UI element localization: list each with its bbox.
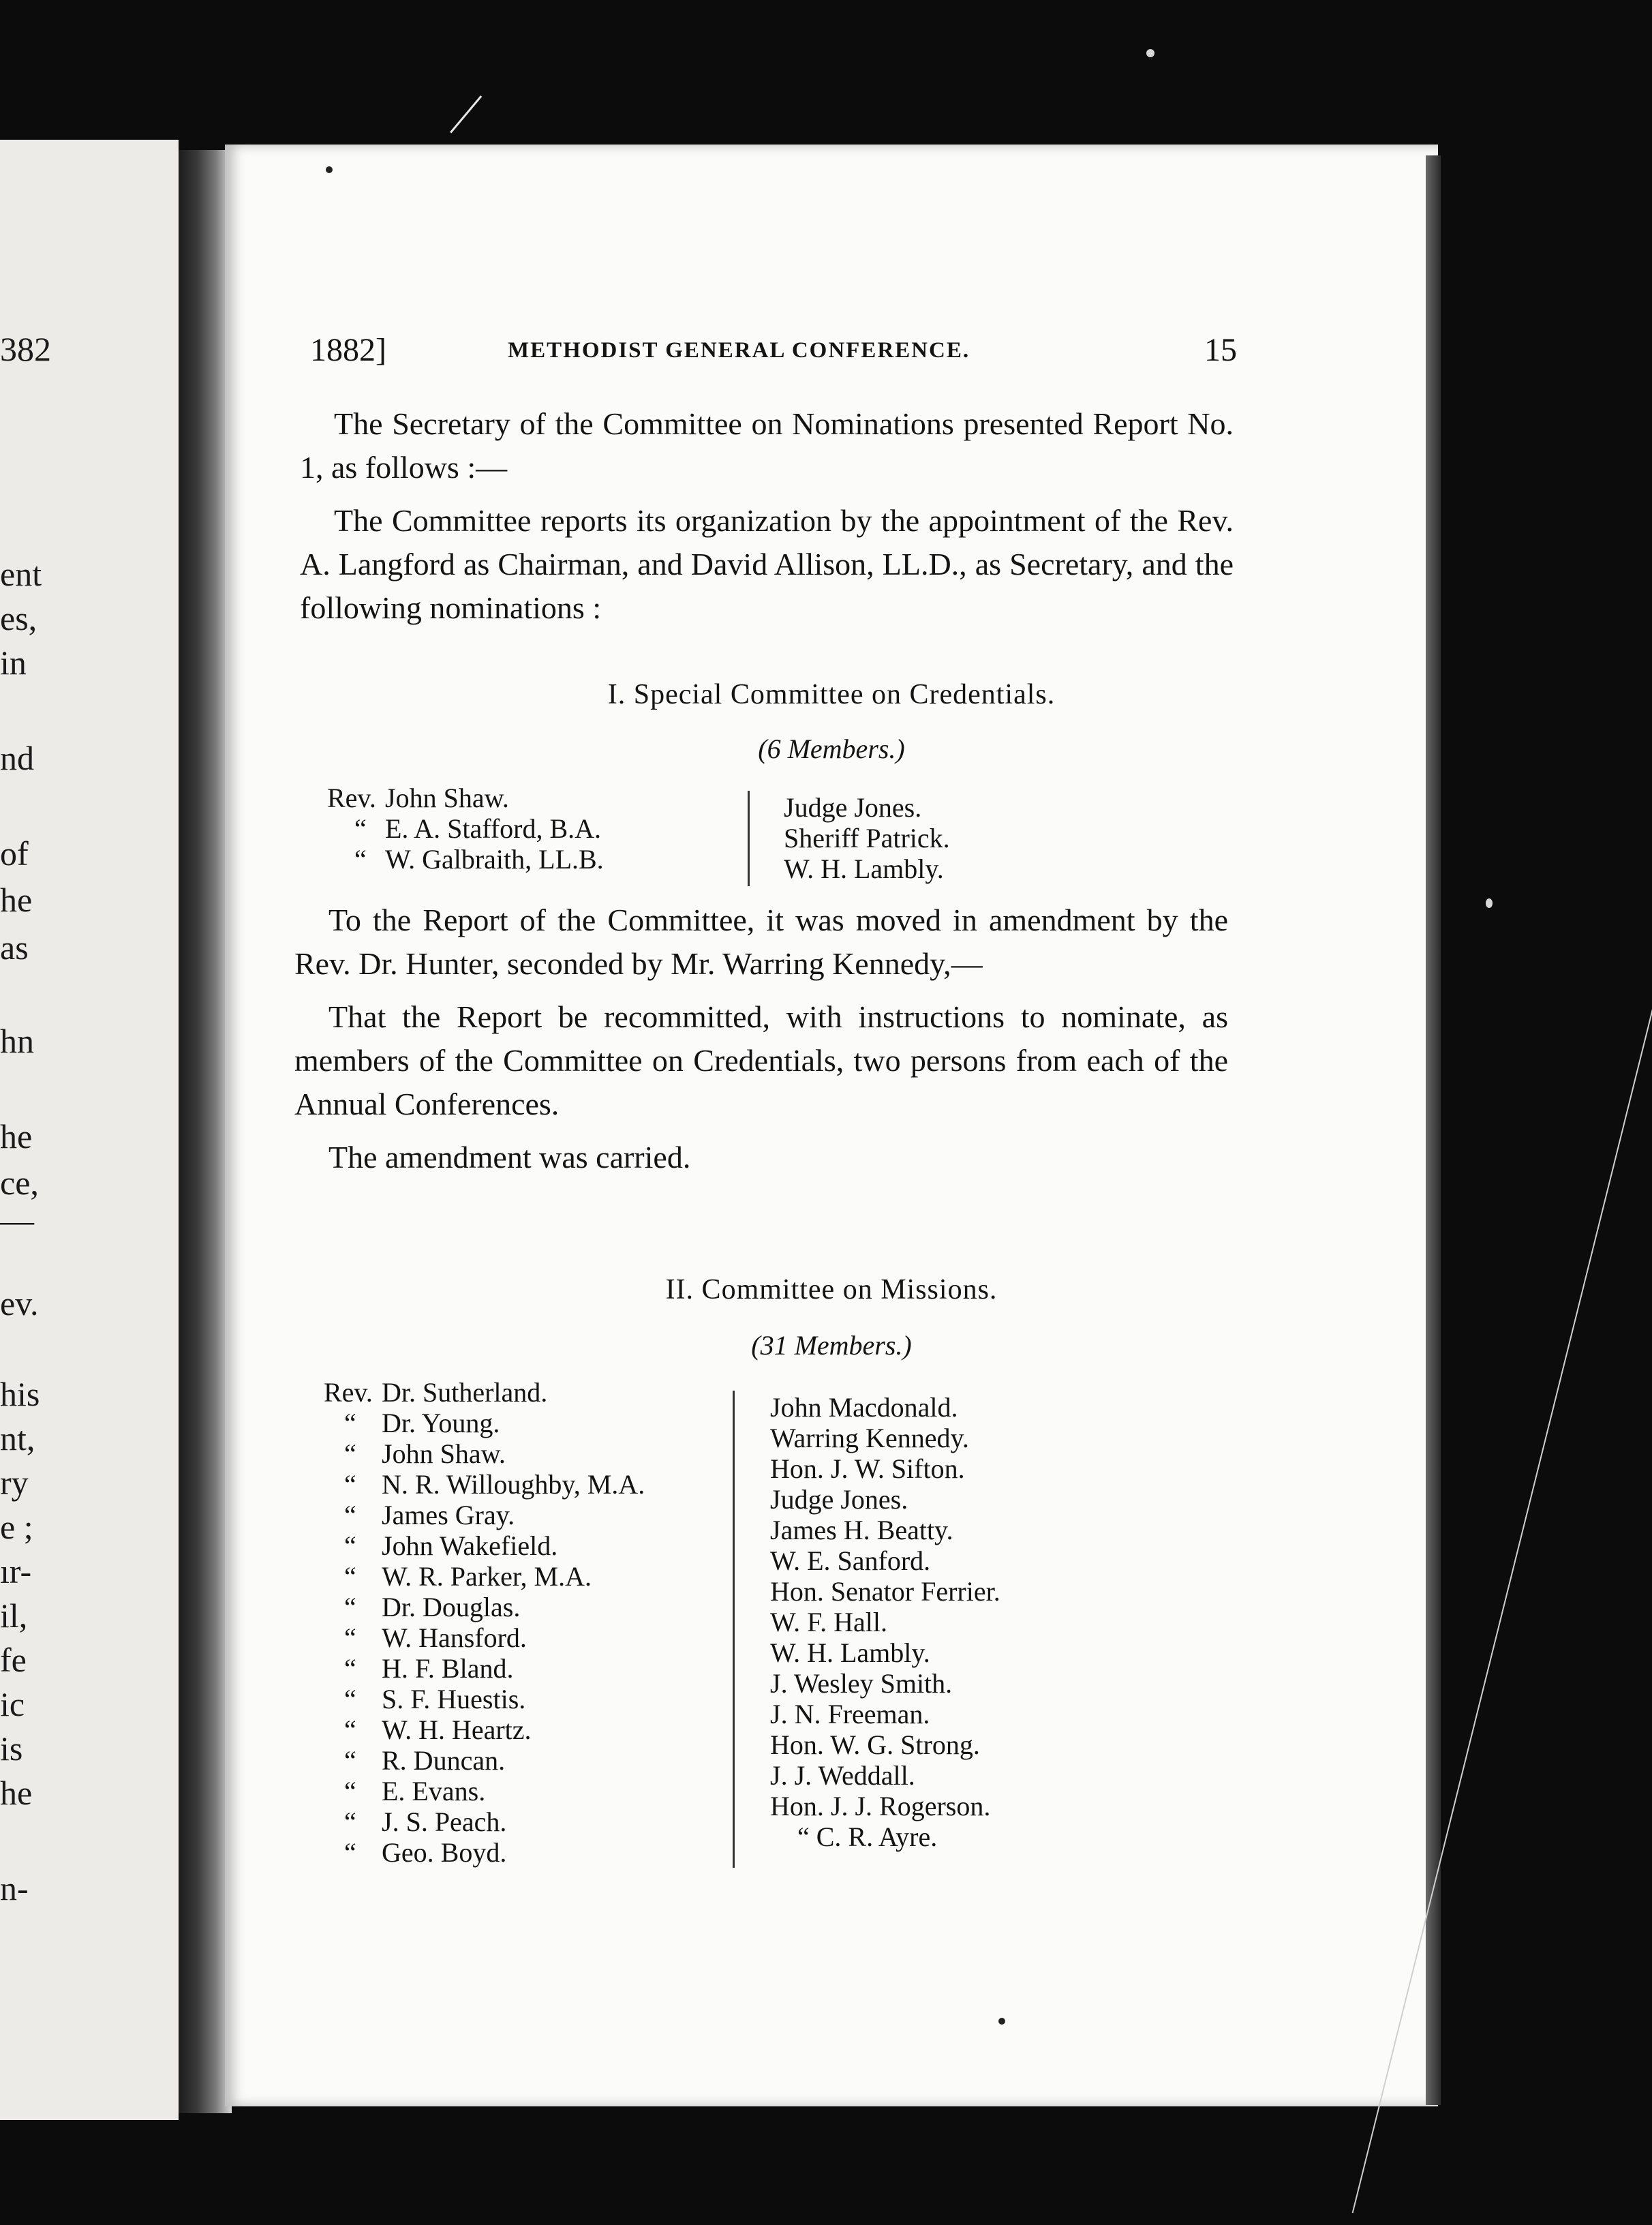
member-name: J. Wesley Smith. bbox=[770, 1668, 953, 1699]
member-name: Judge Jones. bbox=[784, 792, 922, 823]
member-name: J. J. Weddall. bbox=[770, 1760, 915, 1791]
member-count: (6 Members.) bbox=[758, 733, 905, 764]
member-name: E. A. Stafford, B.A. bbox=[385, 813, 602, 844]
paragraph: That the Report be recommitted, with instructions to nominate, as members of the Committee on Credentials, two persons from each of the Annual Conferences. bbox=[294, 999, 1228, 1121]
list-item bbox=[324, 1592, 645, 1622]
list-item bbox=[324, 1653, 645, 1684]
header-year: 1882] bbox=[310, 332, 386, 368]
member-name: H. F. Bland. bbox=[382, 1653, 514, 1684]
opening-text bbox=[300, 402, 1234, 639]
ditto-mark: “ bbox=[344, 1776, 356, 1806]
left-page-fragment: nd bbox=[0, 739, 34, 777]
member-name: Geo. Boyd. bbox=[382, 1837, 507, 1868]
member-name: Sheriff Patrick. bbox=[784, 823, 950, 853]
member-name: W. R. Parker, M.A. bbox=[382, 1561, 592, 1592]
ditto-mark: “ bbox=[344, 1806, 356, 1837]
member-name: Dr. Young. bbox=[382, 1408, 500, 1438]
column-divider bbox=[748, 791, 750, 886]
left-page-fragment: ry bbox=[0, 1464, 29, 1502]
left-page-fragment: il, bbox=[0, 1596, 28, 1635]
left-page-fragment: is bbox=[0, 1729, 23, 1768]
paragraph: The amendment was carried. bbox=[328, 1140, 691, 1175]
film-scratch bbox=[450, 95, 482, 134]
section-title: II. Committee on Missions. bbox=[665, 1274, 998, 1305]
list-item bbox=[324, 1714, 645, 1745]
member-name: “ C. R. Ayre. bbox=[797, 1821, 938, 1852]
ditto-mark: “ bbox=[344, 1530, 356, 1561]
ditto-mark: “ bbox=[344, 1561, 356, 1592]
left-page-fragment: he bbox=[0, 881, 33, 919]
ditto-mark: “ bbox=[344, 1592, 356, 1622]
page-edge bbox=[1426, 155, 1441, 2105]
book-gutter-shadow bbox=[179, 150, 232, 2113]
left-facing-page bbox=[0, 140, 179, 2120]
ditto-mark: “ bbox=[344, 1408, 356, 1438]
amendment-text bbox=[294, 898, 1228, 1189]
list-item bbox=[324, 1408, 645, 1438]
list-item bbox=[327, 783, 604, 813]
member-name: Hon. J. W. Sifton. bbox=[770, 1453, 965, 1484]
ditto-mark: “ bbox=[344, 1684, 356, 1714]
left-page-fragment: ic bbox=[0, 1685, 25, 1723]
member-name: W. H. Heartz. bbox=[382, 1714, 532, 1745]
list-item bbox=[324, 1684, 645, 1714]
member-name: Dr. Douglas. bbox=[382, 1592, 521, 1622]
list-item bbox=[324, 1500, 645, 1530]
running-header bbox=[310, 331, 1237, 372]
member-name: E. Evans. bbox=[382, 1776, 486, 1806]
member-count: (31 Members.) bbox=[751, 1330, 912, 1361]
member-name: W. H. Lambly. bbox=[770, 1637, 930, 1668]
title-prefix: Rev. bbox=[327, 783, 376, 813]
ditto-mark: “ bbox=[344, 1469, 356, 1500]
list-item bbox=[327, 813, 604, 844]
ink-speck bbox=[326, 166, 333, 173]
missions-right-column bbox=[770, 1392, 1000, 1852]
ditto-mark: “ bbox=[354, 813, 367, 844]
left-page-fragment: ce, bbox=[0, 1164, 39, 1202]
left-page-fragment: ır- bbox=[0, 1552, 32, 1590]
member-name: W. H. Lambly. bbox=[784, 853, 944, 884]
header-title: METHODIST GENERAL CONFERENCE. bbox=[508, 338, 970, 363]
member-name: John Shaw. bbox=[382, 1438, 506, 1469]
member-name: J. S. Peach. bbox=[382, 1806, 507, 1837]
left-page-fragment: es, bbox=[0, 599, 37, 637]
member-name: James H. Beatty. bbox=[770, 1515, 953, 1545]
member-name: W. Galbraith, LL.B. bbox=[385, 844, 604, 875]
column-divider bbox=[733, 1391, 735, 1868]
left-page-fragment: hn bbox=[0, 1022, 34, 1060]
member-name: John Wakefield. bbox=[382, 1530, 558, 1561]
credentials-left-column bbox=[327, 783, 604, 875]
list-item bbox=[324, 1837, 645, 1868]
left-page-fragment: as bbox=[0, 928, 29, 967]
ditto-mark: “ bbox=[344, 1745, 356, 1776]
paragraph: The Committee reports its organization by the appointment of the Rev. A. Langford as Chairman, and David Allison, LL.D., as Secretary, and the following nominations : bbox=[300, 503, 1234, 625]
member-name: Hon. J. J. Rogerson. bbox=[770, 1791, 991, 1821]
member-name: James Gray. bbox=[382, 1500, 515, 1530]
left-page-fragment: nt, bbox=[0, 1419, 35, 1457]
dust-speck bbox=[1486, 898, 1493, 908]
member-name: John Macdonald. bbox=[770, 1392, 958, 1423]
member-name: Warring Kennedy. bbox=[770, 1423, 969, 1453]
list-item bbox=[324, 1530, 645, 1561]
ditto-mark: “ bbox=[344, 1438, 356, 1469]
left-page-fragment: he bbox=[0, 1117, 33, 1155]
left-page-fragment: ent bbox=[0, 555, 42, 593]
member-name: John Shaw. bbox=[385, 783, 509, 813]
member-name: N. R. Willoughby, M.A. bbox=[382, 1469, 645, 1500]
left-page-fragment: his bbox=[0, 1375, 40, 1413]
ditto-mark: “ bbox=[354, 844, 367, 875]
member-name: W. F. Hall. bbox=[770, 1607, 887, 1637]
left-page-fragment: in bbox=[0, 644, 27, 682]
paragraph: To the Report of the Committee, it was moved in amendment by the Rev. Dr. Hunter, seconded by Mr. Warring Kennedy,— bbox=[294, 903, 1228, 981]
list-item bbox=[327, 844, 604, 875]
left-page-fragment: he bbox=[0, 1774, 33, 1812]
member-name: J. N. Freeman. bbox=[770, 1699, 930, 1729]
member-name: Hon. W. G. Strong. bbox=[770, 1729, 980, 1760]
list-item bbox=[324, 1806, 645, 1837]
list-item bbox=[324, 1469, 645, 1500]
missions-left-column bbox=[324, 1377, 645, 1868]
section-title: I. Special Committee on Credentials. bbox=[607, 679, 1056, 710]
left-page-fragment: — bbox=[0, 1201, 34, 1239]
ink-speck bbox=[998, 2018, 1005, 2025]
dust-speck bbox=[1146, 49, 1154, 57]
ditto-mark: “ bbox=[344, 1622, 356, 1653]
member-name: R. Duncan. bbox=[382, 1745, 506, 1776]
list-item bbox=[324, 1745, 645, 1776]
member-name: Hon. Senator Ferrier. bbox=[770, 1576, 1000, 1607]
member-name: Dr. Sutherland. bbox=[382, 1377, 548, 1408]
list-item bbox=[324, 1377, 645, 1408]
member-name: Judge Jones. bbox=[770, 1484, 908, 1515]
ditto-mark: “ bbox=[344, 1653, 356, 1684]
member-name: W. Hansford. bbox=[382, 1622, 527, 1653]
left-page-fragment: e ; bbox=[0, 1508, 33, 1546]
left-page-fragment: n- bbox=[0, 1869, 29, 1907]
title-prefix: Rev. bbox=[324, 1377, 373, 1408]
member-name: S. F. Huestis. bbox=[382, 1684, 526, 1714]
list-item bbox=[324, 1622, 645, 1653]
member-name: W. E. Sanford. bbox=[770, 1545, 931, 1576]
left-page-fragment: 382 bbox=[0, 330, 51, 368]
paragraph: The Secretary of the Committee on Nominations presented Report No. 1, as follows :— bbox=[300, 406, 1234, 485]
list-item bbox=[324, 1438, 645, 1469]
list-item bbox=[324, 1776, 645, 1806]
ditto-mark: “ bbox=[344, 1714, 356, 1745]
ditto-mark: “ bbox=[344, 1500, 356, 1530]
credentials-right-column bbox=[784, 792, 950, 884]
list-item bbox=[324, 1561, 645, 1592]
left-page-fragment: of bbox=[0, 834, 29, 873]
ditto-mark: “ bbox=[344, 1837, 356, 1868]
page-number: 15 bbox=[1204, 332, 1237, 368]
left-page-fragment: fe bbox=[0, 1641, 27, 1679]
left-page-fragment: ev. bbox=[0, 1284, 39, 1322]
